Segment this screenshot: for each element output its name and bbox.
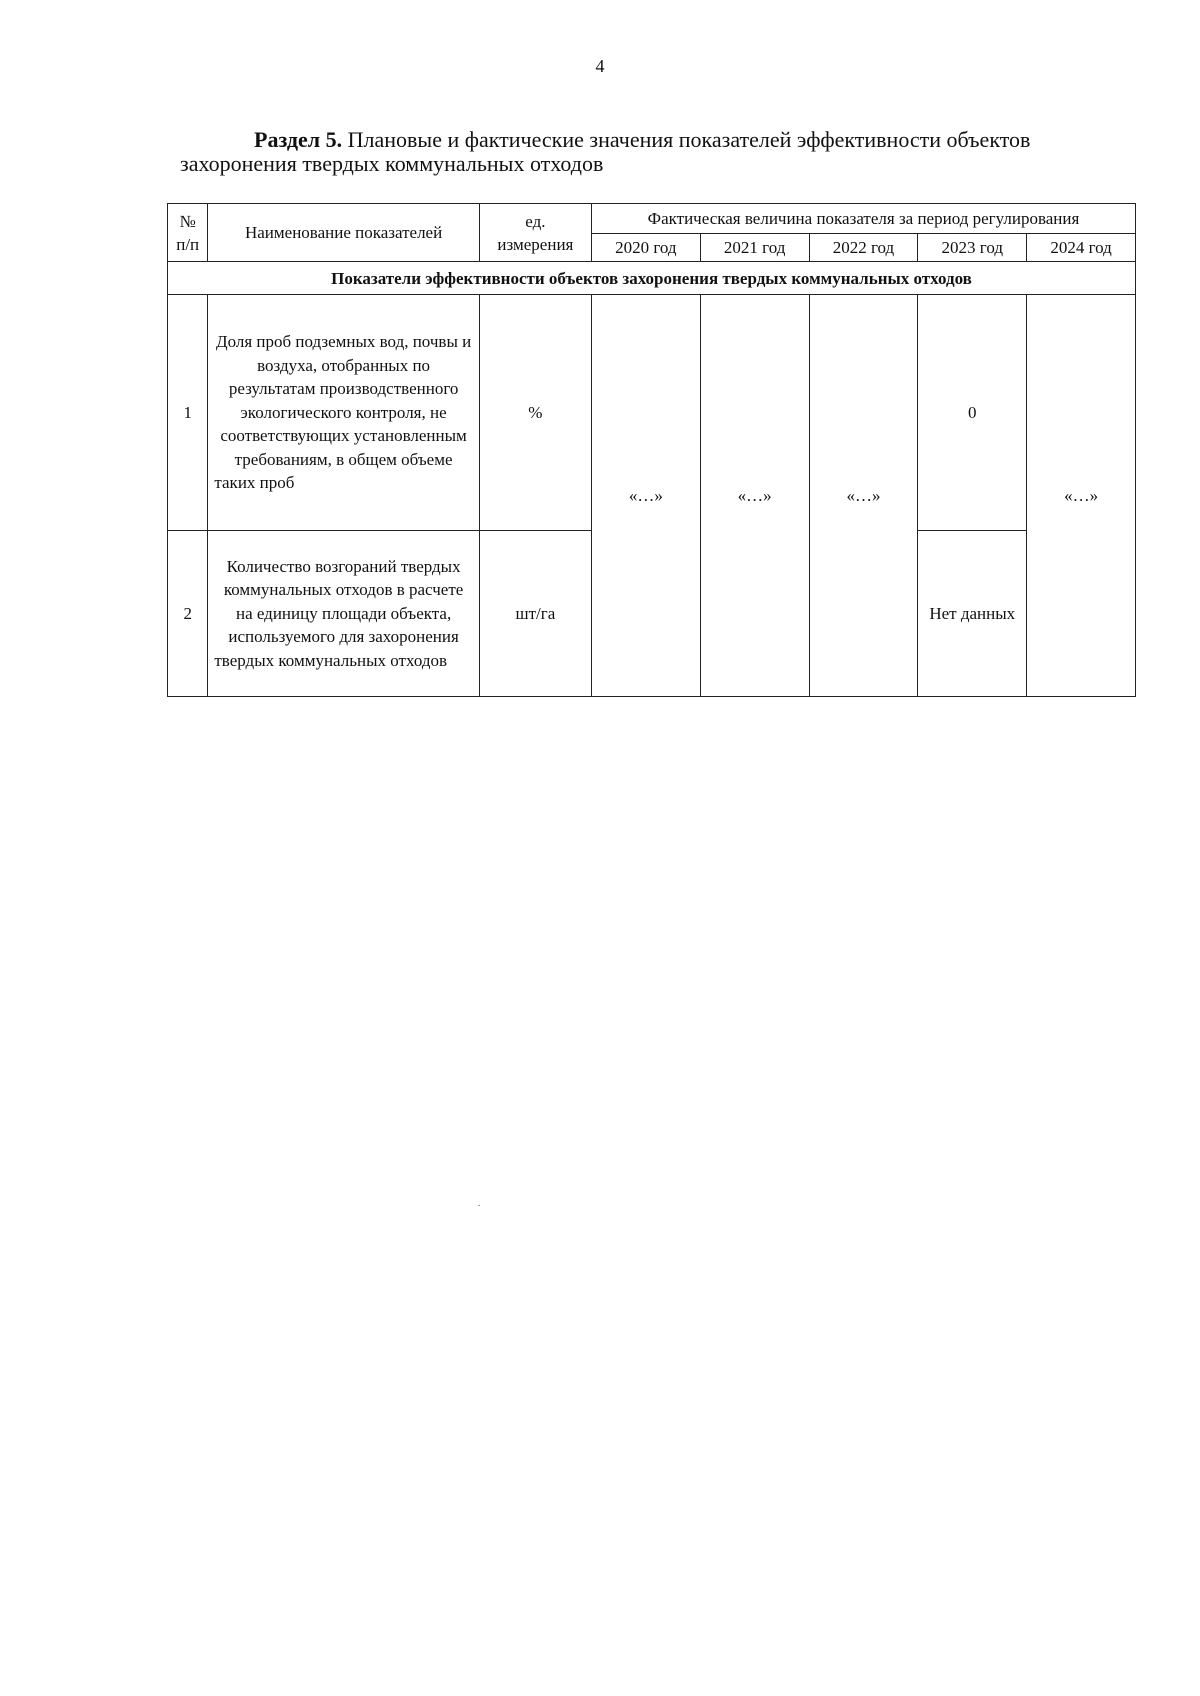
group-row <box>168 262 1136 295</box>
header-year-2021: 2021 год <box>700 234 809 262</box>
section-label: Раздел 5. <box>254 127 343 152</box>
row-1-name: Доля проб подземных вод, почвы и воздуха, отобранных по результатам производственного экологического контроля, не соответствующих установленным требованиям, в общем объеме таких проб <box>208 295 479 531</box>
page-number: 4 <box>595 56 605 76</box>
header-period: Фактическая величина показателя за период регулирования <box>591 204 1135 234</box>
row-1-unit: % <box>479 295 591 531</box>
value-2020: «…» <box>591 295 700 697</box>
value-2022: «…» <box>809 295 918 697</box>
section-title-text: Плановые и фактические значения показателей эффективности объектов захоронения твердых коммунальных отходов <box>180 127 1031 176</box>
group-title: Показатели эффективности объектов захоронения твердых коммунальных отходов <box>168 262 1136 295</box>
header-name: Наименование показателей <box>208 204 479 262</box>
table-header-row <box>168 204 1136 234</box>
header-no: № п/п <box>168 204 208 262</box>
value-2021: «…» <box>700 295 809 697</box>
indicators-table <box>167 203 1136 697</box>
header-year-2022: 2022 год <box>809 234 918 262</box>
row-1-value-2023: 0 <box>918 295 1027 531</box>
header-year-2024: 2024 год <box>1027 234 1136 262</box>
row-2-unit: шт/га <box>479 531 591 697</box>
row-2-value-2023: Нет данных <box>918 531 1027 697</box>
scan-artifact <box>478 1205 480 1206</box>
section-title <box>180 128 1130 176</box>
table-row <box>168 295 1136 531</box>
row-1-no: 1 <box>168 295 208 531</box>
header-unit: ед. измерения <box>479 204 591 262</box>
header-year-2023: 2023 год <box>918 234 1027 262</box>
value-2024: «…» <box>1027 295 1136 697</box>
row-2-no: 2 <box>168 531 208 697</box>
header-year-2020: 2020 год <box>591 234 700 262</box>
row-2-name: Количество возгораний твердых коммунальных отходов в расчете на единицу площади объекта, используемого для захоронения твердых коммунальных отходов <box>208 531 479 697</box>
